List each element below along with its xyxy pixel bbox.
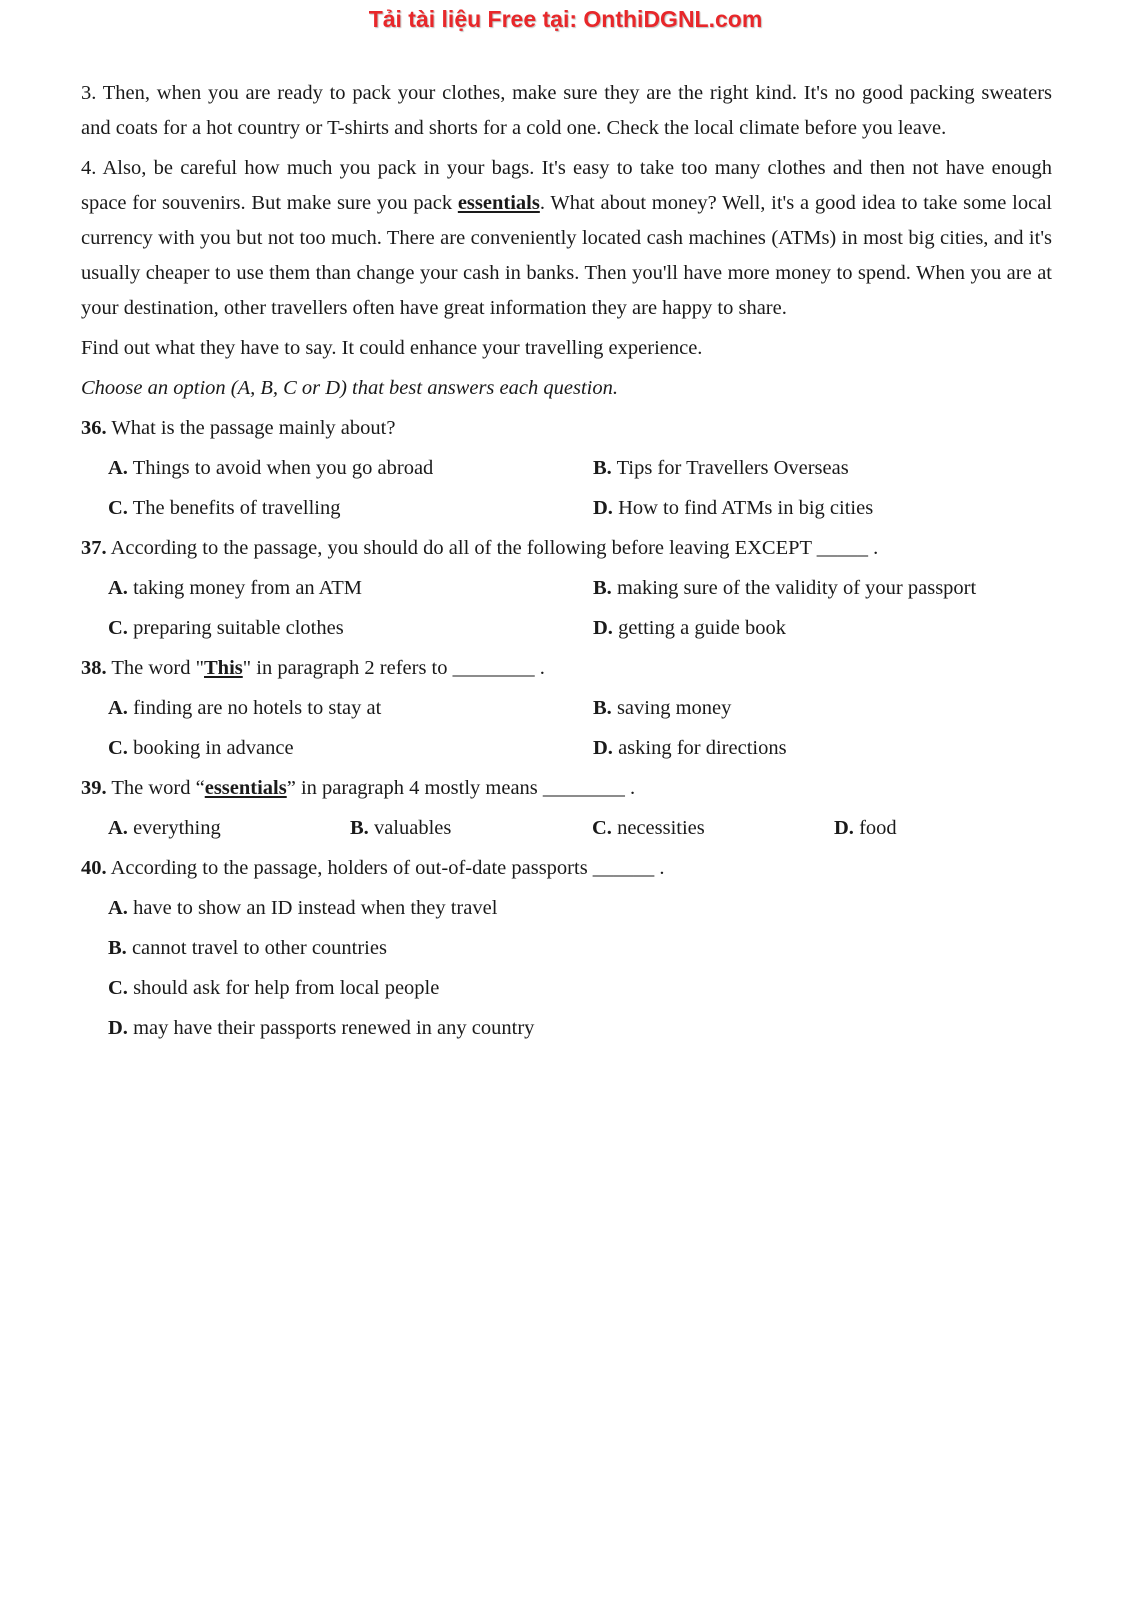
question-keyword: essentials [204, 777, 287, 799]
paragraph-3: 3. Then, when you are ready to pack your clothes, make sure they are the right kind. It's no good packing sweaters and coats for a hot country or T-shirts and shorts for a cold one. Check the local climate before you leave. [81, 82, 1052, 139]
option-36-c: C. The benefits of travelling [108, 497, 341, 519]
option-40-c: C. should ask for help from local people [108, 977, 440, 999]
option-38-d: D. asking for directions [593, 737, 787, 759]
options-row [81, 491, 1052, 526]
instruction: Choose an option (A, B, C or D) that best answers each question. [81, 377, 618, 399]
options-row [81, 931, 1052, 966]
option-40-b: B. cannot travel to other countries [108, 937, 387, 959]
option-39-d: D. food [834, 817, 897, 839]
question-number: 36. [81, 417, 107, 439]
question-40 [81, 851, 1052, 886]
paragraph-4-text-a: 4. Also, be careful how much you pack in your bags. It's easy to take too many clothes and then not have enough space for souvenirs. But make sure you pack [81, 157, 1052, 214]
paragraph-5: Find out what they have to say. It could enhance your travelling experience. [81, 337, 703, 359]
options-row [81, 891, 1052, 926]
options-row [81, 611, 1052, 646]
question-36 [81, 411, 1052, 446]
paragraph-4-keyword: essentials [457, 192, 540, 214]
document-body [81, 76, 1052, 1051]
option-36-a: A. Things to avoid when you go abroad [108, 457, 434, 479]
question-number: 37. [81, 537, 107, 559]
option-38-b: B. saving money [593, 697, 732, 719]
options-row [81, 691, 1052, 726]
option-39-c: C. necessities [592, 817, 705, 839]
options-row [81, 451, 1052, 486]
options-row [81, 1011, 1052, 1046]
question-number: 38. [81, 657, 107, 679]
question-39: 39. The word “essentials” in paragraph 4 mostly means ________ . [81, 777, 636, 799]
option-37-d: D. getting a guide book [593, 617, 787, 639]
site-header-link[interactable]: Tải tài liệu Free tại: OnthiDGNL.com [368, 6, 763, 32]
question-38: 38. The word "This" in paragraph 2 refers to ________ . [81, 657, 545, 679]
options-row [81, 811, 1052, 846]
option-36-b: B. Tips for Travellers Overseas [593, 457, 849, 479]
option-40-d: D. may have their passports renewed in any country [108, 1017, 535, 1039]
option-38-a: A. finding are no hotels to stay at [108, 697, 382, 719]
question-text: According to the passage, you should do all of the following before leaving EXCEPT _____ . [106, 537, 879, 559]
option-39-b: B. valuables [350, 817, 452, 839]
options-row [81, 571, 1052, 606]
paragraph-4-text-b: . What about money? Well, it's a good idea to take some local currency with you but not too much. There are conveniently located cash machines (ATMs) in most big cities, and it's usually cheaper to use them than change your cash in banks. Then you'll have more money to spend. When you are at your destination, other travellers often have great information they are happy to share. [81, 192, 1052, 319]
option-36-d: D. How to find ATMs in big cities [593, 497, 874, 519]
question-number: 40. [81, 857, 107, 879]
option-39-a: A. everything [108, 817, 221, 839]
option-37-b: B. making sure of the validity of your passport [593, 577, 977, 599]
question-text: According to the passage, holders of out-of-date passports ______ . [106, 857, 665, 879]
question-keyword: This [204, 657, 243, 679]
option-37-a: A. taking money from an ATM [108, 577, 362, 599]
option-38-c: C. booking in advance [108, 737, 294, 759]
options-row [81, 731, 1052, 766]
paragraph-4 [81, 151, 1052, 326]
question-number: 39. [81, 777, 107, 799]
option-37-c: C. preparing suitable clothes [108, 617, 344, 639]
option-40-a: A. have to show an ID instead when they travel [108, 897, 498, 919]
question-37 [81, 531, 1052, 566]
question-text: What is the passage mainly about? [106, 417, 396, 439]
options-row [81, 971, 1052, 1006]
